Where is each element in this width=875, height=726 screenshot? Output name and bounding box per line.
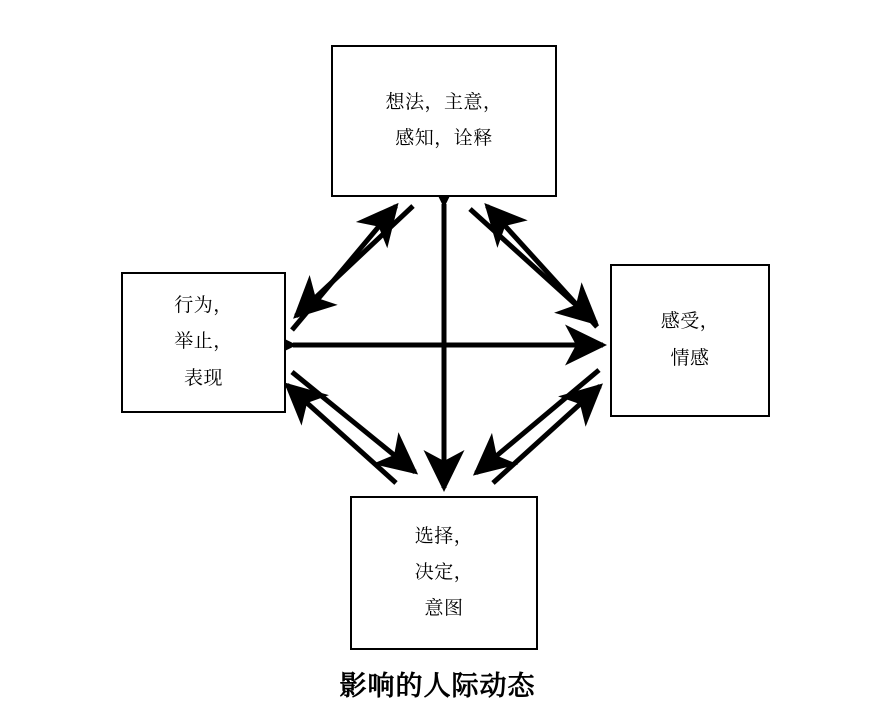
- connector-thoughts-feelings: [470, 206, 597, 327]
- connector-behavior-choices: [287, 372, 415, 483]
- connector-behavior-thoughts: [292, 206, 413, 330]
- feelings-node-line-1: 感受，: [660, 311, 720, 333]
- thoughts-node-line-2: 感知，诠释: [395, 128, 493, 149]
- diagram-caption: 影响的人际动态: [339, 671, 536, 701]
- behavior-node-line-3: 表现: [183, 367, 223, 389]
- thoughts-node: [331, 45, 557, 197]
- thoughts-node-line-1: 想法，主意，: [385, 91, 503, 113]
- choices-node-line-2: 决定，: [414, 561, 474, 583]
- feelings-node: [610, 264, 770, 417]
- behavior-node-line-1: 行为，: [174, 295, 233, 317]
- choices-node: [350, 496, 538, 650]
- choices-node-line-3: 意图: [424, 598, 464, 620]
- behavior-node: [121, 272, 286, 413]
- choices-node-line-1: 选择，: [414, 525, 474, 547]
- feelings-node-line-2: 情感: [670, 347, 710, 369]
- behavior-node-line-2: 举止，: [174, 331, 233, 353]
- connector-choices-feelings: [476, 370, 600, 483]
